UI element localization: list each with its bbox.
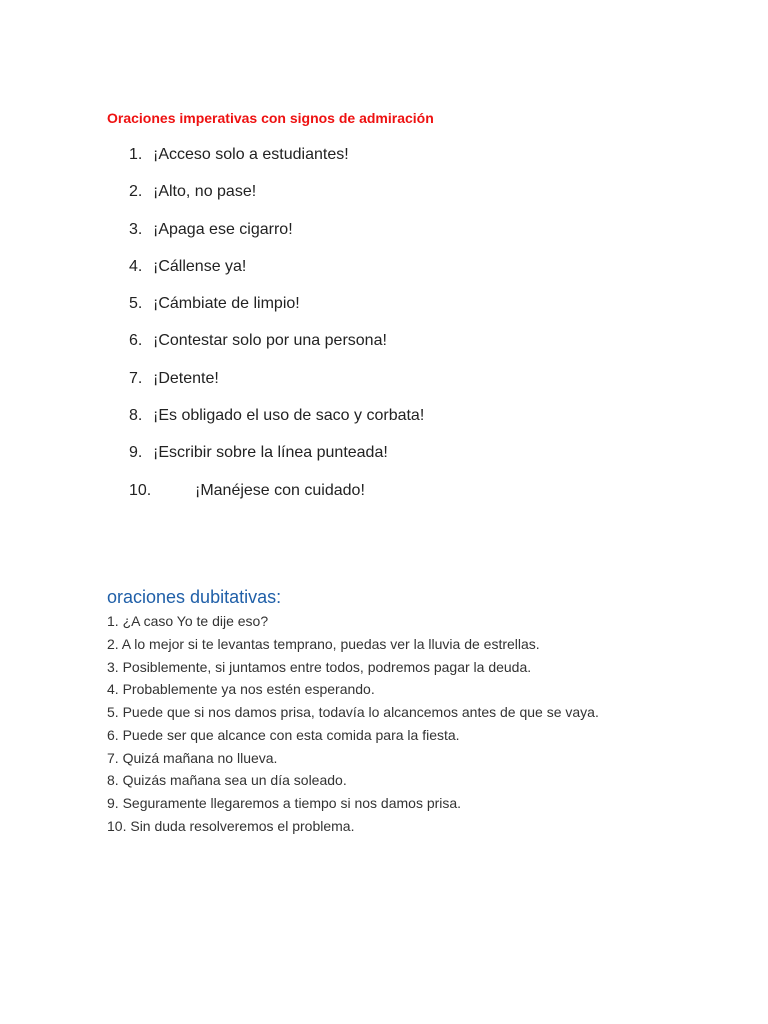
item-text: ¡Es obligado el uso de saco y corbata! <box>153 407 425 425</box>
item-text: ¡Cállense ya! <box>153 257 247 275</box>
dubitative-item: 1. ¿A caso Yo te dije eso? <box>107 613 269 629</box>
item-text: ¡Contestar solo por una persona! <box>153 332 387 350</box>
item-text: ¡Apaga ese cigarro! <box>153 220 293 238</box>
item-number: 7. <box>129 369 143 387</box>
dubitative-item: 6. Puede ser que alcance con esta comida para la fiesta. <box>107 726 460 743</box>
item-number: 2. <box>129 183 143 201</box>
item-number: 8. <box>129 407 143 425</box>
dubitative-heading: oraciones dubitativas: <box>107 587 282 607</box>
item-text: ¡Escribir sobre la línea punteada! <box>153 444 388 462</box>
dubitative-item: 9. Seguramente llegaremos a tiempo si nos damos prisa. <box>107 795 462 811</box>
dubitative-item: 10. Sin duda resolveremos el problema. <box>107 817 355 834</box>
dubitative-list <box>107 613 599 841</box>
item-text: ¡Alto, no pase! <box>153 183 257 201</box>
dubitative-item: 7. Quizá mañana no llueva. <box>107 749 278 766</box>
item-number: 1. <box>129 146 143 163</box>
dubitative-item: 3. Posiblemente, si juntamos entre todos, podremos pagar la deuda. <box>107 658 532 675</box>
dubitative-item: 4. Probablemente ya nos estén esperando. <box>107 681 375 698</box>
item-number: 4. <box>129 257 143 275</box>
item-number: 6. <box>129 332 143 350</box>
item-number: 10. <box>129 481 152 499</box>
item-text: ¡Acceso solo a estudiantes! <box>153 146 349 163</box>
dubitative-item: 5. Puede que si nos damos prisa, todavía lo alcancemos antes de que se vaya. <box>107 704 599 720</box>
item-number: 3. <box>129 220 143 238</box>
item-number: 5. <box>129 295 143 313</box>
item-text: ¡Cámbiate de limpio! <box>153 295 300 313</box>
dubitative-item: 2. A lo mejor si te levantas temprano, puedas ver la lluvia de estrellas. <box>107 635 540 652</box>
item-text: ¡Manéjese con cuidado! <box>195 481 365 499</box>
dubitative-item: 8. Quizás mañana sea un día soleado. <box>107 772 347 789</box>
item-number: 9. <box>129 444 143 462</box>
imperative-heading: Oraciones imperativas con signos de admiración <box>107 110 434 126</box>
item-text: ¡Detente! <box>153 369 219 387</box>
